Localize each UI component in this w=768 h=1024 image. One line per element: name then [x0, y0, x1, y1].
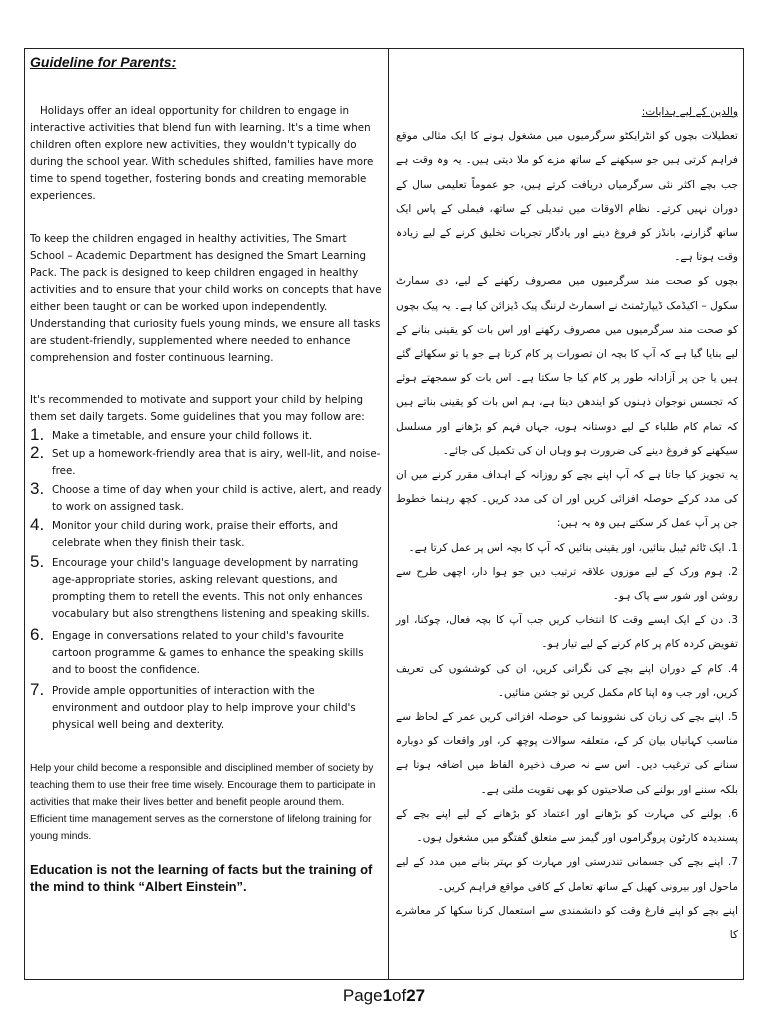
page-current: 1 [382, 986, 393, 1005]
guideline-text: Engage in conversations related to your child's favourite cartoon programme & games to enhance the speaking skills and to boost the confidence. [52, 630, 364, 676]
urdu-guideline-item: 5. اپنے بچے کی زبان کی نشوونما کی حوصلہ افزائی کریں عمر کے لحاظ سے مناسب کہانیاں بیان کر کے، متعلقہ سوالات پوچھ کر، اور واقعات کو دوبارہ سنانے کی ترغیب دیں۔ اس سے نہ صرف ذخیرہ الفاظ میں اضافہ ہوتا ہے بلکہ سننے اور بولنے کی صلاحیتوں کو بھی تقویت ملتی ہے۔ [396, 711, 738, 796]
urdu-smart-pack-paragraph: بچوں کو صحت مند سرگرمیوں میں مصروف رکھنے کے لیے، دی سمارٹ سکول – اکیڈمک ڈیپارٹمنٹ نے اسمارٹ لرننگ پیک ڈیزائن کیا ہے۔ یہ پیک بچوں کو صحت مند سرگرمیوں میں مصروف رکھنے اور اس بات کو یقینی بنانے کے لیے بنایا گیا ہے کہ آپ کا بچہ ان تصورات پر کام کرتا ہے جو یا تو سکھائے گئے ہیں یا جن پر آزادانہ طور پر کام کیا جا سکتا ہے۔ اس بات کو سمجھتے ہوئے کہ تجسس نوجوان ذہنوں کو ایندھن دیتا ہے، ہم اس بات کو یقینی بناتے ہیں کہ تمام کام طلباء کے لیے دوستانہ ہوں، جہاں فہم کو بڑھانے اور مسلسل سیکھنے کو فروغ دینے کی ضرورت ہو وہاں ان کی تکمیل کی جائے۔ [396, 275, 738, 457]
einstein-quote: Education is not the learning of facts but the training of the mind to think “Albert Einstein”. [30, 862, 373, 894]
guideline-item [30, 479, 382, 516]
page-footer [0, 986, 768, 1006]
urdu-guideline-item: 4. کام کے دوران اپنے بچے کی نگرانی کریں، ان کی کوششوں کی تعریف کریں، اور جب وہ اپنا کام مکمل کریں تو جشن منائیں۔ [396, 662, 738, 699]
urdu-guideline-item: 2. ہوم ورک کے لیے موزوں علاقہ ترتیب دیں جو ہوا دار، اچھی طرح سے روشن اور شور سے پاک ہو۔ [396, 565, 738, 603]
guideline-text: Provide ample opportunities of interaction with the environment and outdoor play to help improve your child's physical well being and dexterity. [52, 685, 356, 731]
urdu-guideline-item: 1. ایک ٹائم ٹیبل بنائیں، اور یقینی بنائیں کہ آپ کا بچہ اس پر عمل کرتا ہے۔ [408, 541, 738, 554]
guideline-item [30, 552, 382, 623]
urdu-closing-line: اپنے بچے کو اپنے فارغ وقت کو دانشمندی سے استعمال کرنا سکھا کر معاشرے کا [396, 904, 738, 941]
english-column [30, 52, 382, 895]
urdu-guideline-item: 3. دن کے ایک ایسے وقت کا انتخاب کریں جب آپ کا بچہ فعال، چوکنا، اور تفویض کردہ کام پر کام کرنے کے لیے تیار ہو۔ [396, 614, 738, 651]
urdu-column [396, 100, 738, 947]
urdu-title: والدین کے لیے ہدایات: [641, 106, 738, 118]
smart-pack-paragraph: To keep the children engaged in healthy activities, The Smart School – Academic Department has designed the Smart Learning Pack. The pack is designed to keep children engaged in healthy activities and to ensure that your child works on concepts that have either been taught or can be worked upon independently. Understanding that curiosity fuels young minds, we ensure all tasks are student-friendly, supplemented where needed to enhance comprehension and foster continuous learning. [30, 233, 382, 364]
guideline-text: Make a timetable, and ensure your child follows it. [52, 430, 313, 442]
page-of-label: of [392, 986, 407, 1005]
urdu-guideline-item: 7. اپنے بچے کی جسمانی تندرستی اور مہارت کو بہتر بنانے میں مدد کے لیے ماحول اور بیرونی کھیل کے ساتھ تعامل کے کافی مواقع فراہم کریں۔ [396, 856, 738, 893]
guideline-number: 6. [30, 625, 45, 644]
guideline-number: 1. [30, 425, 45, 444]
guideline-number: 3. [30, 479, 45, 498]
guideline-number: 2. [30, 443, 45, 462]
urdu-recommend-paragraph: یہ تجویز کیا جاتا ہے کہ آپ اپنے بچے کو روزانہ کے اہداف مقرر کرنے میں ان کی مدد کرکے حوصلہ افزائی کریں اور ان کی مدد کریں۔ کچھ رہنما خطوط جن پر آپ عمل کر سکتے ہیں وہ یہ ہیں: [396, 469, 738, 530]
guideline-text: Monitor your child during work, praise their efforts, and celebrate when they finish their task. [52, 520, 338, 549]
column-divider [388, 48, 389, 980]
page-label: Page [342, 986, 383, 1005]
urdu-guideline-item: 6. بولنے کی مہارت کو بڑھانے اور اعتماد کو بڑھانے کے لیے اپنے بچے کے پسندیدہ کارٹون پروگراموں اور گیمز سے متعلق گفتگو میں مشغول ہوں۔ [396, 807, 738, 845]
guideline-item [30, 443, 382, 480]
guideline-number: 4. [30, 515, 45, 534]
recommend-paragraph: It's recommended to motivate and support your child by helping them set daily targets. Some guidelines that you may follow are: [30, 394, 365, 423]
urdu-intro-paragraph: تعطیلات بچوں کو انٹرایکٹو سرگرمیوں میں مشغول ہونے کا ایک مثالی موقع فراہم کرتی ہیں جو سیکھنے کے ساتھ مزے کو ملا دیتی ہیں۔ یہ وہ وقت ہے جب بچے اکثر نئی سرگرمیاں دریافت کرتے ہیں، جو عموماً تعلیمی سال کے دوران نہیں کرتے۔ نظام الاوقات میں تبدیلی کے ساتھ، فیملی کے پاس ایک ساتھ گزارنے، بانڈز کو فروغ دینے اور یادگار تجربات تخلیق کرنے کے لیے زیادہ وقت ہوتا ہے۔ [396, 130, 738, 264]
guideline-item [30, 515, 382, 552]
page-total: 27 [406, 986, 426, 1005]
guideline-item [30, 625, 382, 679]
guideline-number: 5. [30, 552, 45, 571]
guideline-item [30, 425, 382, 445]
guideline-list [30, 425, 382, 734]
guideline-text: Choose a time of day when your child is active, alert, and ready to work on assigned task. [52, 484, 382, 513]
guideline-text: Set up a homework-friendly area that is airy, well-lit, and noise-free. [52, 448, 381, 477]
intro-paragraph: Holidays offer an ideal opportunity for children to engage in interactive activities that blend fun with learning. It's a time when children often explore new activities, they wouldn't typically do during the school year. With schedules shifted, families have more time to spend together, fostering bonds and creating memorable experiences. [30, 105, 374, 202]
guideline-item [30, 680, 382, 734]
english-title: Guideline for Parents: [30, 54, 177, 70]
guideline-text: Encourage your child's language development by narrating age-appropriate stories, asking relevant questions, and prompting them to retell the events. This not only enhances vocabulary but also strengthens listening and speaking skills. [52, 557, 370, 620]
help-paragraph: Help your child become a responsible and disciplined member of society by teaching them to use their free time wisely. Encourage them to participate in activities that make their lives better and benefit people around them. Efficient time management serves as the cornerstone of lifelong training for young minds. [30, 763, 376, 842]
guideline-number: 7. [30, 680, 45, 699]
